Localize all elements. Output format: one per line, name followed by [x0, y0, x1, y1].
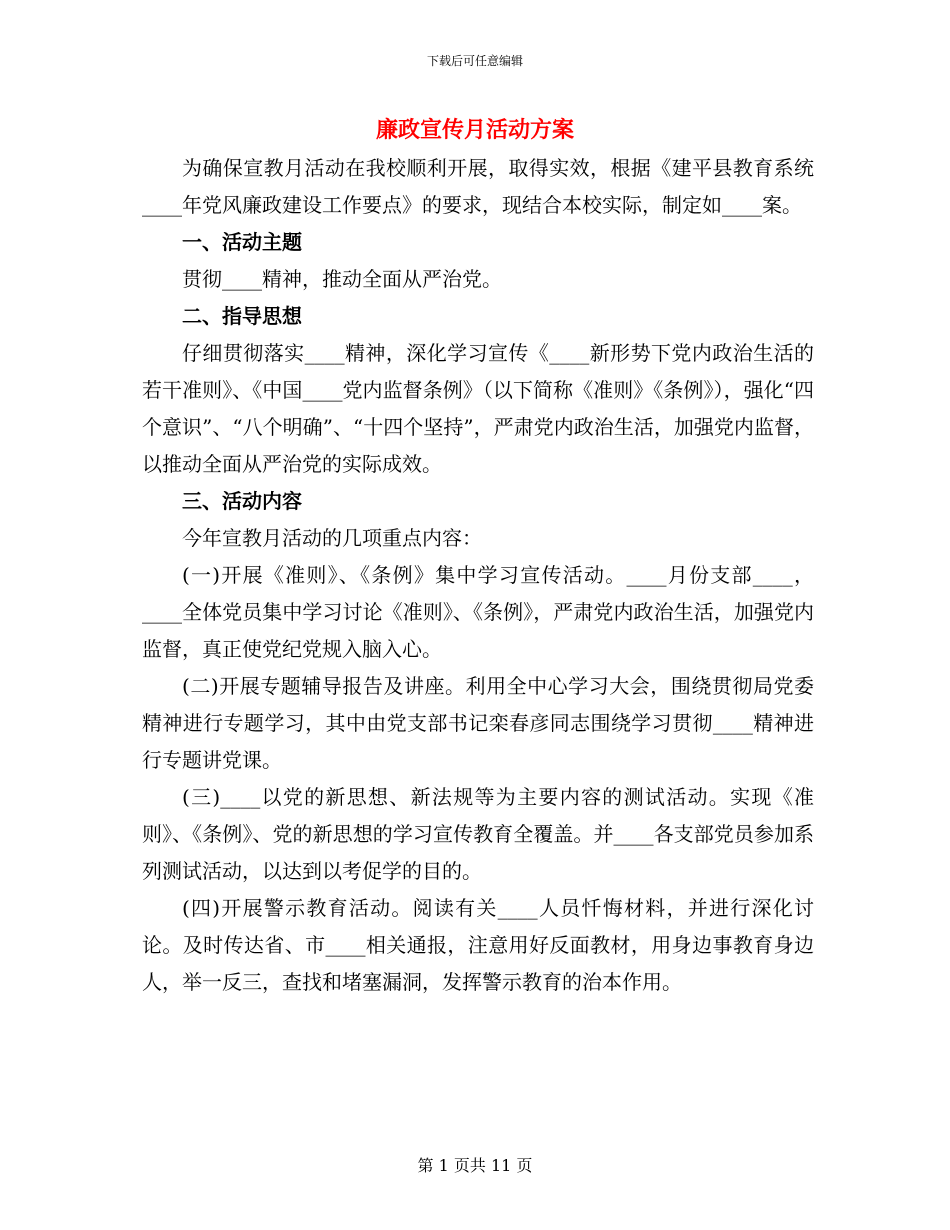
section-heading-content: 三、活动内容 [182, 489, 302, 513]
content-item-3: (三)____以党的新思想、新法规等为主要内容的测试活动。实现《准则》、《条例》、党的新思想的学习宣传教育全覆盖。并____各支部党员参加系列测试活动，以达到以考促学的目的。 [142, 785, 814, 883]
section-heading-theme: 一、活动主题 [182, 230, 302, 254]
page-footer: 第 1 页共 11 页 [417, 1156, 533, 1175]
content-item-4: (四)开展警示教育活动。阅读有关____人员忏悔材料，并进行深化讨论。及时传达省、市____相关通报，注意用好反面教材，用身边事教育身边人，举一反三，查找和堵塞漏洞，发挥警示教育的治本作用。 [142, 896, 814, 994]
content-item-2: (二)开展专题辅导报告及讲座。利用全中心学习大会，围绕贯彻局党委精神进行专题学习，其中由党支部书记栾春彦同志围绕学习贯彻____精神进行专题讲党课。 [142, 674, 814, 772]
section-heading-guidance: 二、指导思想 [182, 304, 302, 328]
theme-paragraph: 贯彻____精神，推动全面从严治党。 [182, 267, 502, 291]
intro-paragraph: 为确保宣教月活动在我校顺利开展，取得实效，根据《建平县教育系统____年党风廉政建设工作要点》的要求，现结合本校实际，制定如____案。 [142, 156, 814, 217]
content-intro-paragraph: 今年宣教月活动的几项重点内容： [182, 526, 482, 550]
guidance-paragraph: 仔细贯彻落实____精神，深化学习宣传《____新形势下党内政治生活的若干准则》、《中国____党内监督条例》（以下简称《准则》《条例》），强化“四个意识”、“八个明确”、“十四个坚持”，严肃党内政治生活，加强党内监督，以推动全面从严治党的实际成效。 [142, 341, 814, 476]
content-item-1: (一)开展《准则》、《条例》集中学习宣传活动。____月份支部____，____全体党员集中学习讨论《准则》、《条例》，严肃党内政治生活，加强党内监督，真正使党纪党规入脑入心。 [142, 563, 814, 661]
document-body [142, 150, 814, 1001]
page-header: 下载后可任意编辑 [426, 54, 523, 68]
document-title: 廉政宣传月活动方案 [375, 117, 574, 143]
